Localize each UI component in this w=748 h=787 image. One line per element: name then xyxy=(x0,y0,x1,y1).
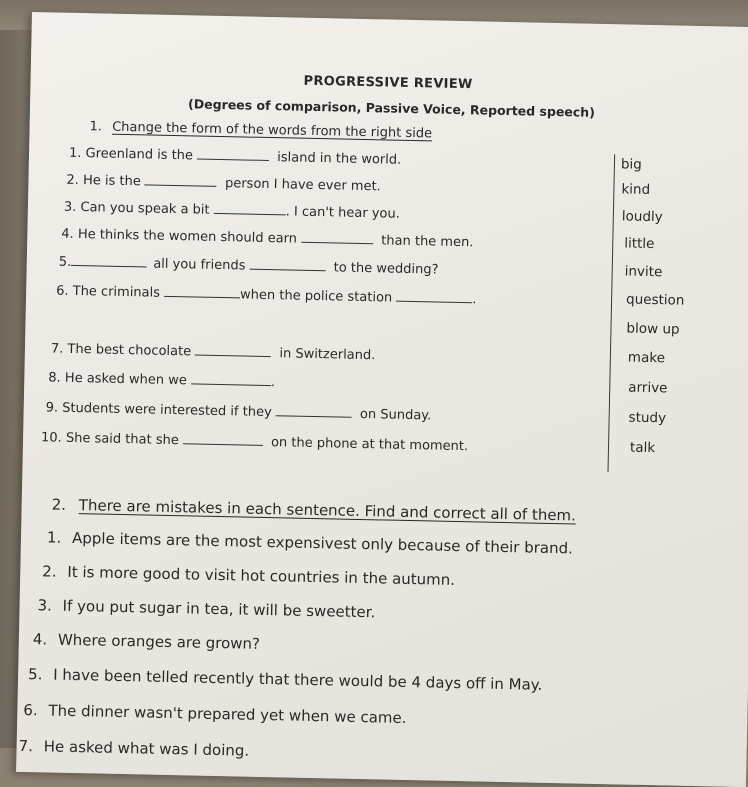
answer-blank[interactable] xyxy=(164,296,240,299)
task2-instruction: There are mistakes in each sentence. Find and correct all of them. xyxy=(78,496,577,525)
answer-blank[interactable] xyxy=(191,383,271,386)
answer-blank[interactable] xyxy=(276,415,352,418)
task1-sentence: 10. She said that she on the phone at that moment. xyxy=(40,430,469,455)
task1-sentence: 9. Students were interested if they on Sunday. xyxy=(45,400,432,424)
task2-sentence: 7. He asked what was I doing. xyxy=(18,736,250,760)
task2-heading xyxy=(51,495,577,525)
word-bank-item: study xyxy=(628,409,667,427)
answer-blank[interactable] xyxy=(183,443,263,446)
answer-blank[interactable] xyxy=(145,184,217,187)
answer-blank[interactable] xyxy=(396,301,472,304)
task2-sentence: 5. I have been telled recently that there would be 4 days off in May. xyxy=(27,665,543,694)
word-bank-item: talk xyxy=(629,439,656,457)
task1-sentence: 4. He thinks the women should earn than the men. xyxy=(61,226,474,251)
task1-sentence: 1. Greenland is the island in the world. xyxy=(68,145,402,168)
task1-sentence: 7. The best chocolate in Switzerland. xyxy=(50,341,376,364)
answer-blank[interactable] xyxy=(214,213,286,216)
word-bank-item: invite xyxy=(624,263,663,281)
task2-sentence: 6. The dinner wasn't prepared yet when we came. xyxy=(23,700,407,727)
task2-sentence: 2. It is more good to visit hot countries in the autumn. xyxy=(42,562,456,589)
word-bank-item: blow up xyxy=(626,320,680,338)
worksheet-title: PROGRESSIVE REVIEW xyxy=(303,73,473,93)
task1-number: 1. xyxy=(89,119,103,135)
answer-blank[interactable] xyxy=(249,269,325,272)
task1-sentence: 8. He asked when we . xyxy=(48,370,276,391)
task2-sentence: 3. If you put sugar in tea, it will be sweetter. xyxy=(37,596,376,622)
task1-sentence: 6. The criminals when the police station . xyxy=(56,283,477,308)
word-bank-item: big xyxy=(620,156,642,173)
word-bank-item: make xyxy=(627,349,666,367)
answer-blank[interactable] xyxy=(197,158,269,161)
task2-sentence: 4. Where oranges are grown? xyxy=(32,630,261,653)
worksheet-paper xyxy=(16,12,748,787)
task2-sentence: 1. Apple items are the most expensivest only because of their brand. xyxy=(46,528,574,558)
task1-instruction: Change the form of the words from the right side xyxy=(111,119,433,142)
worksheet-subtitle: (Degrees of comparison, Passive Voice, Reported speech) xyxy=(187,96,596,120)
word-bank-item: question xyxy=(625,291,685,309)
task1-sentence: 3. Can you speak a bit . I can't hear you. xyxy=(63,199,400,222)
word-bank-divider xyxy=(607,154,615,472)
answer-blank[interactable] xyxy=(195,354,271,357)
word-bank-item: arrive xyxy=(628,379,668,397)
answer-blank[interactable] xyxy=(301,242,373,245)
task2-number: 2. xyxy=(51,495,67,514)
task1-sentence: 5. all you friends to the wedding? xyxy=(58,254,439,278)
task1-sentence: 2. He is the person I have ever met. xyxy=(66,172,381,195)
word-bank-item: loudly xyxy=(621,208,663,226)
answer-blank[interactable] xyxy=(71,265,147,268)
word-bank-item: kind xyxy=(621,181,651,198)
task1-heading xyxy=(89,120,432,140)
word-bank-item: little xyxy=(624,235,655,253)
